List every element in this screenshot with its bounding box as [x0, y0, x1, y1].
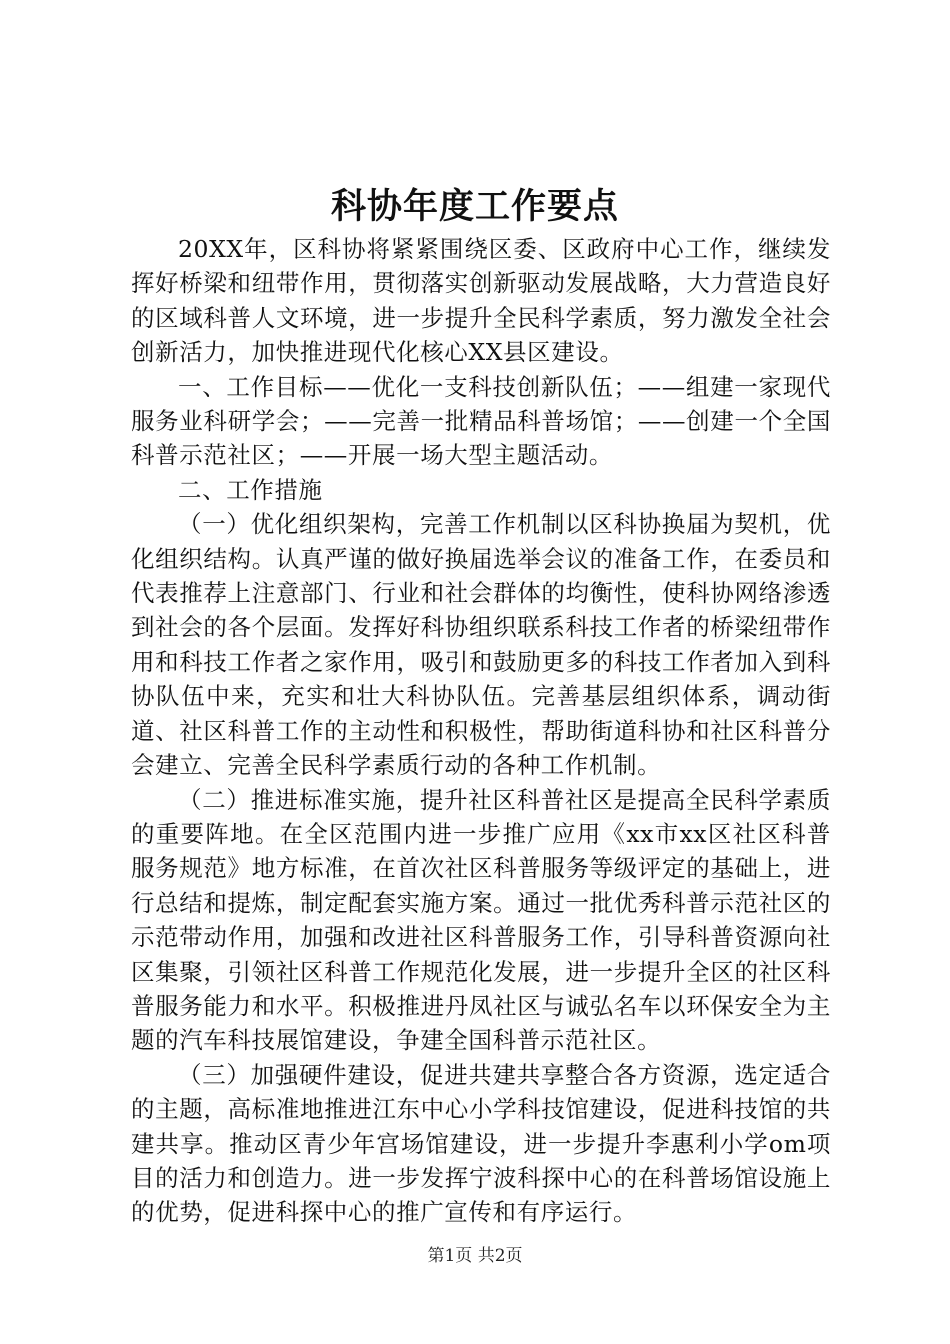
page-number-footer: 第1页 共2页 [427, 1246, 523, 1266]
paragraph-intro: 20XX年，区科协将紧紧围绕区委、区政府中心工作，继续发挥好桥梁和纽带作用，贯彻落实创新驱动发展战略，大力营造良好的区域科普人文环境，进一步提升全民科学素质，努力激发全社会创新活力，加快推进现代化核心XX县区建设。 [131, 235, 831, 367]
document-title: 科协年度工作要点 [330, 186, 619, 227]
paragraph-goals: 一、工作目标——优化一支科技创新队伍；——组建一家现代服务业科研学会；——完善一批精品科普场馆；——创建一个全国科普示范社区；——开展一场大型主题活动。 [131, 372, 831, 470]
paragraph-measures-heading: 二、工作措施 [178, 475, 323, 504]
paragraph-measure-1: （一）优化组织架构，完善工作机制以区科协换届为契机，优化组织结构。认真严谨的做好换届选举会议的准备工作，在委员和代表推荐上注意部门、行业和社会群体的均衡性，使科协网络渗透到社会的各个层面。发挥好科协组织联系科技工作者的桥梁纽带作用和科技工作者之家作用，吸引和鼓励更多的科技工作者加入到科协队伍中来，充实和壮大科协队伍。完善基层组织体系，调动街道、社区科普工作的主动性和积极性，帮助街道科协和社区科普分会建立、完善全民科学素质行动的各种工作机制。 [131, 510, 831, 780]
paragraph-measure-3: （三）加强硬件建设，促进共建共享整合各方资源，选定适合的主题，高标准地推进江东中心小学科技馆建设，促进科技馆的共建共享。推动区青少年宫场馆建设，进一步提升李惠利小学om项目的活力和创造力。进一步发挥宁波科探中心的在科普场馆设施上的优势，促进科探中心的推广宣传和有序运行。 [131, 1060, 831, 1227]
document-body [131, 232, 831, 1230]
paragraph-measure-2: （二）推进标准实施，提升社区科普社区是提高全民科学素质的重要阵地。在全区范围内进一步推广应用《xx市xx区社区科普服务规范》地方标准，在首次社区科普服务等级评定的基础上，进行总结和提炼，制定配套实施方案。通过一批优秀科普示范社区的示范带动作用，加强和改进社区科普服务工作，引导科普资源向社区集聚，引领社区科普工作规范化发展，进一步提升全区的社区科普服务能力和水平。积极推进丹凤社区与诚弘名车以环保安全为主题的汽车科技展馆建设，争建全国科普示范社区。 [131, 785, 831, 1055]
